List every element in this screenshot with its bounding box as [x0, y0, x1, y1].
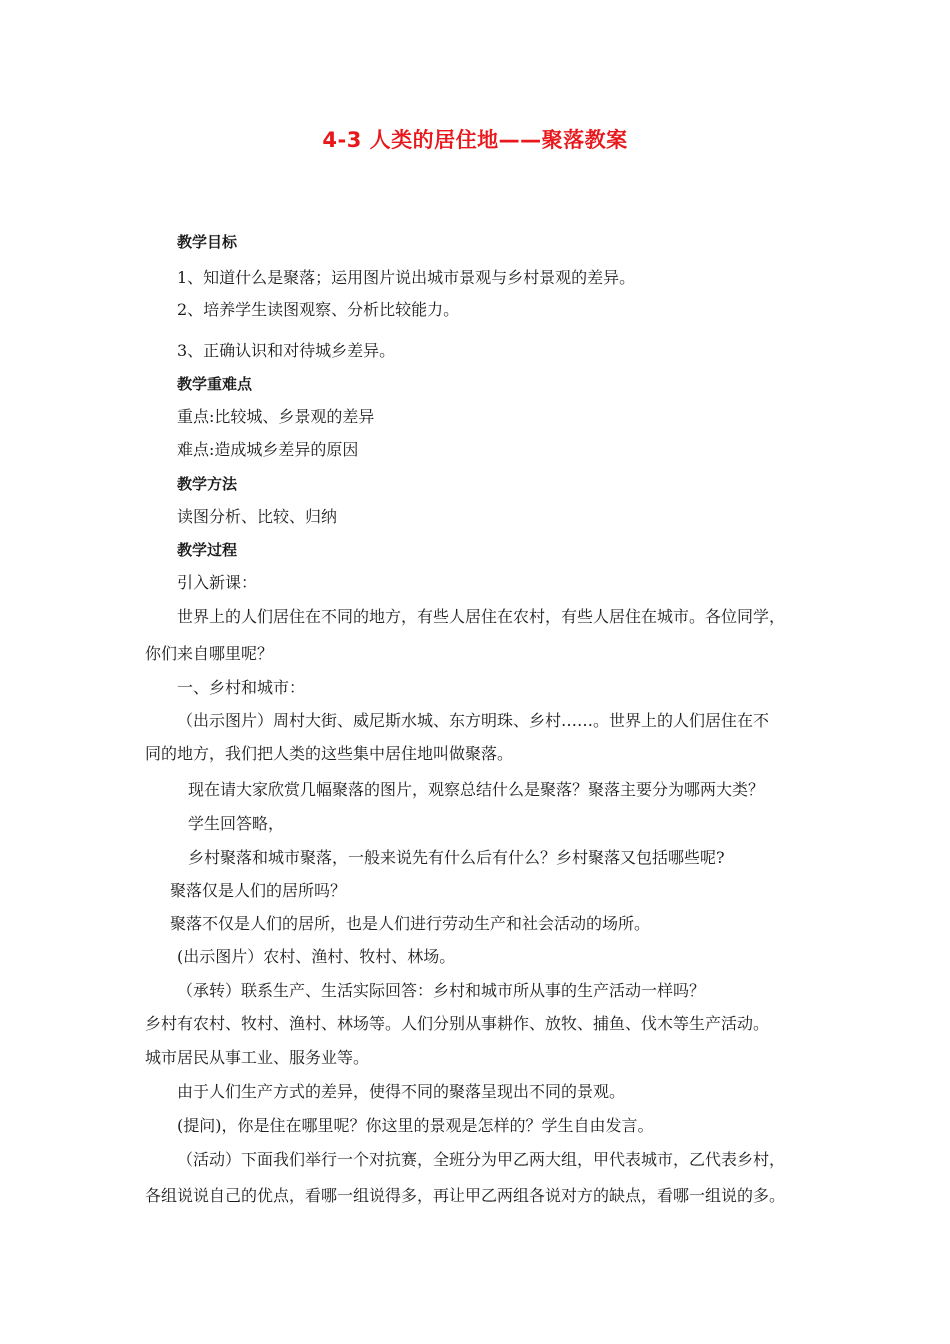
question-line-2: 乡村聚落和城市聚落，一般来说先有什么后有什么？乡村聚落又包括哪些呢?	[188, 848, 725, 867]
process-line-intro: 引入新课：	[177, 573, 258, 592]
heading-key-points: 教学重难点	[177, 375, 253, 393]
activity-line-1: （活动）下面我们举行一个对抗赛，全班分为甲乙两大组，甲代表城市，乙代表乡村，	[177, 1150, 786, 1169]
answer-paragraph-line: 聚落不仅是人们的居所，也是人们进行劳动生产和社会活动的场所。	[170, 914, 651, 933]
paragraph-images-line-2: 同的地方，我们把人类的这些集中居住地叫做聚落。	[145, 744, 514, 763]
section-heading-rural-urban: 一、乡村和城市：	[177, 678, 306, 697]
images-list-line: (出示图片）农村、渔村、牧村、林场。	[177, 947, 456, 966]
process-paragraph-line-1: 世界上的人们居住在不同的地方，有些人居住在农村，有些人居住在城市。各位同学，	[177, 607, 786, 626]
question-line-4: (提问)，你是住在哪里呢？你这里的景观是怎样的？学生自由发言。	[177, 1116, 654, 1135]
methods-line: 读图分析、比较、归纳	[177, 507, 338, 526]
question-line-3: 聚落仅是人们的居所吗？	[170, 881, 347, 900]
production-line-1: 乡村有农村、牧村、渔村、林场等。人们分别从事耕作、放牧、捕鱼、伐木等生产活动。	[145, 1014, 770, 1033]
key-point-line: 重点:比较城、乡景观的差异	[177, 407, 375, 426]
transition-line: （承转）联系生产、生活实际回答：乡村和城市所从事的生产活动一样吗？	[177, 981, 706, 1000]
activity-line-2: 各组说说自己的优点，看哪一组说得多，再让甲乙两组各说对方的缺点，看哪一组说的多。	[145, 1186, 786, 1205]
goal-line-2: 2、培养学生读图观察、分析比较能力。	[177, 300, 460, 319]
process-paragraph-line-2: 你们来自哪里呢？	[145, 644, 274, 663]
difficult-point-line: 难点:造成城乡差异的原因	[177, 440, 359, 459]
document-title: 4-3 人类的居住地——聚落教案	[322, 128, 628, 152]
question-line-1: 现在请大家欣赏几幅聚落的图片，观察总结什么是聚落？聚落主要分为哪两大类？	[188, 780, 765, 799]
heading-teaching-process: 教学过程	[177, 541, 238, 559]
goal-line-1: 1、知道什么是聚落；运用图片说出城市景观与乡村景观的差异。	[177, 268, 636, 287]
landscape-line: 由于人们生产方式的差异，使得不同的聚落呈现出不同的景观。	[177, 1082, 626, 1101]
answer-line: 学生回答略，	[188, 814, 285, 833]
paragraph-images-line-1: （出示图片）周村大街、威尼斯水城、东方明珠、乡村……。世界上的人们居住在不	[177, 711, 770, 730]
production-line-2: 城市居民从事工业、服务业等。	[145, 1048, 370, 1067]
heading-teaching-methods: 教学方法	[177, 475, 238, 493]
heading-teaching-goals: 教学目标	[177, 233, 238, 251]
goal-line-3: 3、正确认识和对待城乡差异。	[177, 341, 396, 360]
